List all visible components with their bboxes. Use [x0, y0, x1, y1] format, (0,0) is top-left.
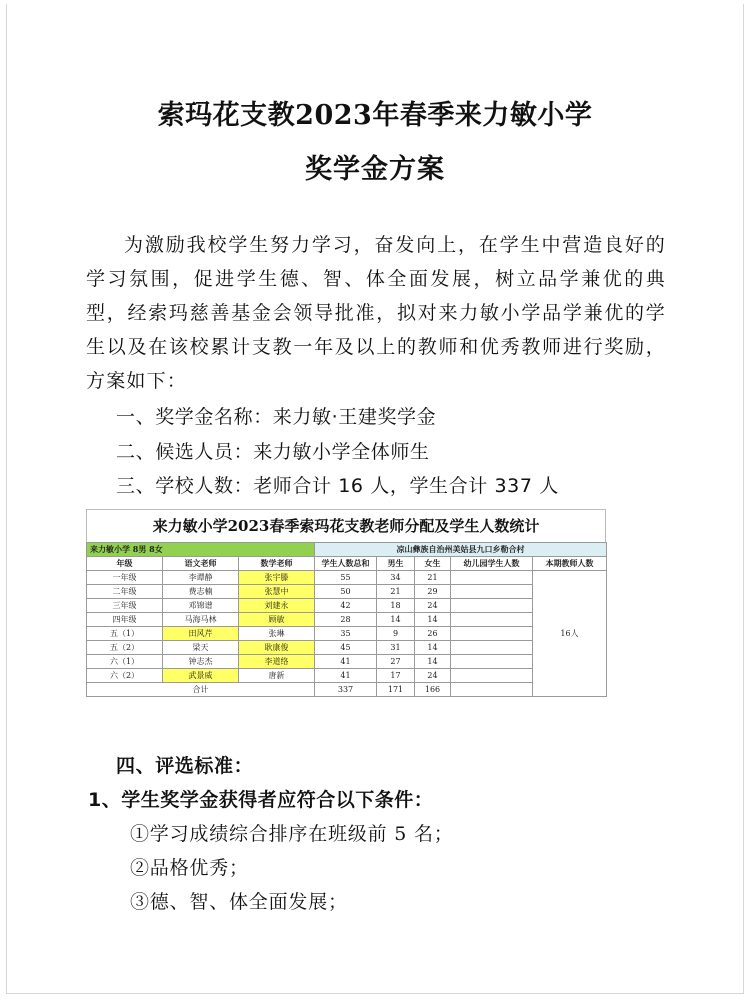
header-boys: 男生 [377, 557, 415, 571]
kindergarten-cell [451, 599, 533, 613]
header-math-teacher: 数学老师 [239, 557, 315, 571]
kindergarten-cell [451, 613, 533, 627]
teacher-count-cell: 16人 [533, 571, 607, 697]
total-students: 337 [315, 683, 377, 697]
total-label: 合计 [87, 683, 315, 697]
boys-cell: 17 [377, 669, 415, 683]
math-teacher-cell: 顾敏 [239, 613, 315, 627]
chinese-teacher-cell: 李谭静 [163, 571, 239, 585]
math-teacher-cell: 张慧中 [239, 585, 315, 599]
boys-cell: 18 [377, 599, 415, 613]
table-row [87, 627, 607, 641]
math-teacher-cell: 唐新 [239, 669, 315, 683]
kindergarten-cell [451, 655, 533, 669]
boys-cell: 27 [377, 655, 415, 669]
kindergarten-cell [451, 571, 533, 585]
math-teacher-cell: 耿康俊 [239, 641, 315, 655]
girls-cell: 24 [415, 599, 451, 613]
student-total-cell: 50 [315, 585, 377, 599]
table-row [87, 585, 607, 599]
header-teacher-count: 本期教师人数 [533, 557, 607, 571]
grade-cell: 五（2） [87, 641, 163, 655]
math-teacher-cell: 张琳 [239, 627, 315, 641]
grade-cell: 三年级 [87, 599, 163, 613]
chinese-teacher-cell: 武景威 [163, 669, 239, 683]
boys-cell: 34 [377, 571, 415, 585]
criteria-item-1: ①学习成绩综合排序在班级前 5 名； [130, 823, 454, 845]
girls-cell: 14 [415, 655, 451, 669]
stats-table [86, 542, 607, 697]
intro-paragraph: 为激励我校学生努力学习，奋发向上，在学生中营造良好的学习氛围，促进学生德、智、体全面发展，树立品学兼优的典型，经索玛慈善基金会领导批准，拟对来力敏小学品学兼优的学生以及在该校累计支教一年及以上的教师和优秀教师进行奖励，方案如下： [86, 234, 666, 392]
math-teacher-cell: 李道络 [239, 655, 315, 669]
kindergarten-cell [451, 641, 533, 655]
table-row [87, 599, 607, 613]
girls-cell: 24 [415, 669, 451, 683]
grade-cell: 六（2） [87, 669, 163, 683]
header-chinese-teacher: 语文老师 [163, 557, 239, 571]
table-row [87, 613, 607, 627]
girls-cell: 26 [415, 627, 451, 641]
table-row [87, 641, 607, 655]
total-boys: 171 [377, 683, 415, 697]
grade-cell: 一年级 [87, 571, 163, 585]
section-candidates: 二、候选人员：来力敏小学全体师生 [116, 441, 430, 463]
criteria-item-3: ③德、智、体全面发展； [130, 891, 348, 913]
chinese-teacher-cell: 费志楠 [163, 585, 239, 599]
table-header-row [87, 557, 607, 571]
grade-cell: 五（1） [87, 627, 163, 641]
table-row [87, 669, 607, 683]
table-title: 来力敏小学2023春季索玛花支教老师分配及学生人数统计 [86, 509, 606, 542]
section-criteria: 四、评选标准： [116, 755, 254, 777]
header-student-total: 学生人数总和 [315, 557, 377, 571]
kindergarten-cell [451, 669, 533, 683]
boys-cell: 9 [377, 627, 415, 641]
girls-cell: 14 [415, 641, 451, 655]
girls-cell: 29 [415, 585, 451, 599]
chinese-teacher-cell: 钟志杰 [163, 655, 239, 669]
girls-cell: 21 [415, 571, 451, 585]
chinese-teacher-cell: 邓锦谱 [163, 599, 239, 613]
header-kindergarten: 幼儿园学生人数 [451, 557, 533, 571]
kindergarten-cell [451, 585, 533, 599]
grade-cell: 六（1） [87, 655, 163, 669]
kindergarten-cell [451, 627, 533, 641]
document-title-line1: 索玛花支教2023年春季来力敏小学 [157, 100, 593, 131]
criteria-student-heading: 1、学生奖学金获得者应符合以下条件： [88, 789, 434, 811]
chinese-teacher-cell: 梁天 [163, 641, 239, 655]
student-total-cell: 35 [315, 627, 377, 641]
table-meta-row [87, 543, 607, 557]
document-title-line2: 奖学金方案 [305, 154, 445, 185]
criteria-item-2: ②品格优秀； [130, 857, 249, 879]
student-total-cell: 41 [315, 669, 377, 683]
student-total-cell: 42 [315, 599, 377, 613]
student-total-cell: 45 [315, 641, 377, 655]
table-total-row [87, 683, 607, 697]
boys-cell: 14 [377, 613, 415, 627]
header-girls: 女生 [415, 557, 451, 571]
total-girls: 166 [415, 683, 451, 697]
kindergarten-cell [451, 683, 533, 697]
location-meta: 凉山彝族自治州美姑县九口乡勒合村 [315, 543, 607, 557]
chinese-teacher-cell: 马海马林 [163, 613, 239, 627]
boys-cell: 21 [377, 585, 415, 599]
grade-cell: 四年级 [87, 613, 163, 627]
section-school-headcount: 三、学校人数：老师合计 16 人，学生合计 337 人 [116, 475, 559, 497]
boys-cell: 31 [377, 641, 415, 655]
section-scholarship-name: 一、奖学金名称：来力敏·王建奖学金 [116, 406, 437, 428]
math-teacher-cell: 张宇滕 [239, 571, 315, 585]
header-grade: 年级 [87, 557, 163, 571]
girls-cell: 14 [415, 613, 451, 627]
grade-cell: 二年级 [87, 585, 163, 599]
student-total-cell: 28 [315, 613, 377, 627]
school-meta: 来力敏小学 8男 8女 [87, 543, 315, 557]
student-total-cell: 55 [315, 571, 377, 585]
table-row [87, 571, 607, 585]
staff-student-table [86, 509, 606, 697]
math-teacher-cell: 刘建永 [239, 599, 315, 613]
table-row [87, 655, 607, 669]
chinese-teacher-cell: 田风芹 [163, 627, 239, 641]
student-total-cell: 41 [315, 655, 377, 669]
